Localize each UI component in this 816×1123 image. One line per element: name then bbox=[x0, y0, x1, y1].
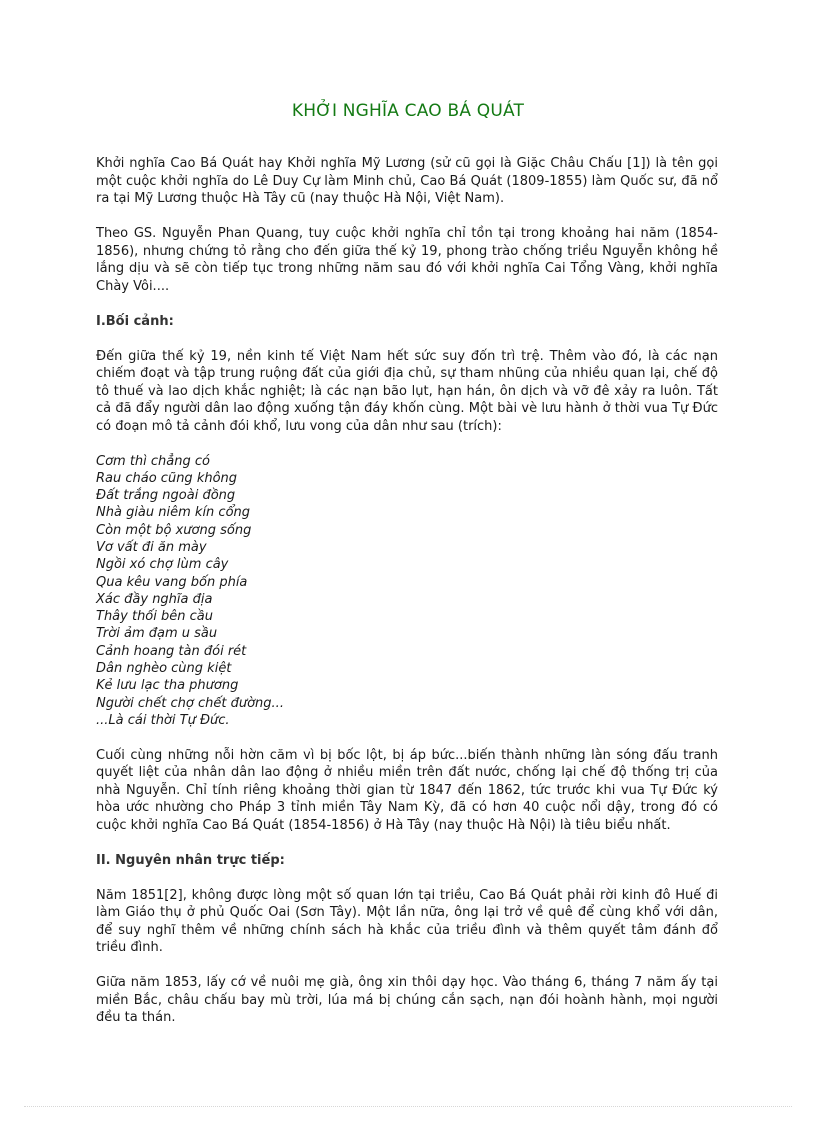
page-title: KHỞI NGHĨA CAO BÁ QUÁT bbox=[291, 101, 525, 121]
section-heading-direct-cause: II. Nguyên nhân trực tiếp: bbox=[96, 852, 285, 868]
poem-line: Kẻ lưu lạc tha phương bbox=[96, 678, 239, 694]
poem-line: Ngồi xó chợ lùm cây bbox=[96, 557, 229, 573]
page-bottom-divider bbox=[24, 1106, 792, 1107]
section-heading-context: I.Bối cảnh: bbox=[96, 313, 174, 329]
poem-line: Cơm thì chẳng có bbox=[96, 453, 210, 469]
poem-line: Thây thối bên cầu bbox=[96, 609, 213, 625]
poem-line: Người chết chợ chết đường... bbox=[96, 695, 284, 711]
poem-line: Xác đầy nghĩa địa bbox=[96, 591, 213, 607]
poem-line: Qua kêu vang bốn phía bbox=[96, 574, 248, 590]
poem-line: ...Là cái thời Tự Đức. bbox=[96, 712, 230, 728]
context-paragraph: Đến giữa thế kỷ 19, nền kinh tế Việt Nam hết sức suy đốn trì trệ. Thêm vào đó, là các nạn chiếm đoạt và tập trung ruộng đất của giới địa chủ, sự tham nhũng của nhiều quan lại, chế độ tô thuế và lao dịch khắc nghiệt; là các nạn bão lụt, hạn hán, ôn dịch và vỡ đê xảy ra luôn. Tất cả đã đẩy người dân lao động xuống tận đáy khốn cùng. Một bài vè lưu hành ở thời vua Tự Đức có đoạn mô tả cảnh đói khổ, lưu vong của dân như sau (trích): bbox=[96, 348, 718, 434]
intro-paragraph-1: Khởi nghĩa Cao Bá Quát hay Khởi nghĩa Mỹ Lương (sử cũ gọi là Giặc Châu Chấu [1]) là tên gọi một cuộc khởi nghĩa do Lê Duy Cự làm Minh chủ, Cao Bá Quát (1809-1855) làm Quốc sư, đã nổ ra tại Mỹ Lương thuộc Hà Tây cũ (nay thuộc Hà Nội, Việt Nam). bbox=[96, 156, 718, 206]
poem-line: Đất trắng ngoài đồng bbox=[96, 488, 236, 504]
folk-poem bbox=[96, 453, 718, 730]
poem-line: Nhà giàu niêm kín cổng bbox=[96, 505, 251, 521]
poem-line: Vơ vất đi ăn mày bbox=[96, 539, 207, 555]
poem-line: Còn một bộ xương sống bbox=[96, 522, 252, 538]
poem-line: Dân nghèo cùng kiệt bbox=[96, 661, 232, 677]
document-body bbox=[96, 155, 718, 1044]
direct-cause-paragraph-2: Giữa năm 1853, lấy cớ về nuôi mẹ già, ông xin thôi dạy học. Vào tháng 6, tháng 7 năm ấy tại miền Bắc, châu chấu bay mù trời, lúa má bị chúng cắn sạch, nạn đói hoành hành, mọi người đều ta thán. bbox=[96, 975, 718, 1026]
poem-line: Trời ảm đạm u sầu bbox=[96, 626, 218, 642]
poem-line: Rau cháo cũng không bbox=[96, 470, 238, 486]
context-closing-paragraph: Cuối cùng những nỗi hờn căm vì bị bốc lột, bị áp bức...biến thành những làn sóng đấu tranh quyết liệt của nhân dân lao động ở nhiều miền trên đất nước, chống lại chế độ thống trị của nhà Nguyễn. Chỉ tính riêng khoảng thời gian từ 1847 đến 1862, tức trước khi vua Tự Đức ký hòa ước nhường cho Pháp 3 tỉnh miền Tây Nam Kỳ, đã có hơn 40 cuộc nổi dậy, trong đó có cuộc khởi nghĩa Cao Bá Quát (1854-1856) ở Hà Tây (nay thuộc Hà Nội) là tiêu biểu nhất. bbox=[96, 747, 718, 833]
poem-line: Cảnh hoang tàn đói rét bbox=[96, 643, 247, 659]
direct-cause-paragraph-1: Năm 1851[2], không được lòng một số quan lớn tại triều, Cao Bá Quát phải rời kinh đô Huế đi làm Giáo thụ ở phủ Quốc Oai (Sơn Tây). Một lần nữa, ông lại trở về quê để cùng khổ với dân, để suy nghĩ thêm về những chính sách hà khắc của triều đình và thêm quyết tâm đánh đổ triều đình. bbox=[96, 887, 718, 956]
intro-paragraph-2: Theo GS. Nguyễn Phan Quang, tuy cuộc khởi nghĩa chỉ tồn tại trong khoảng hai năm (1854-1856), nhưng chứng tỏ rằng cho đến giữa thế kỷ 19, phong trào chống triều Nguyễn không hề lắng dịu và sẽ còn tiếp tục trong những năm sau đó với khởi nghĩa Cai Tổng Vàng, khởi nghĩa Chày Vôi.... bbox=[96, 226, 718, 294]
